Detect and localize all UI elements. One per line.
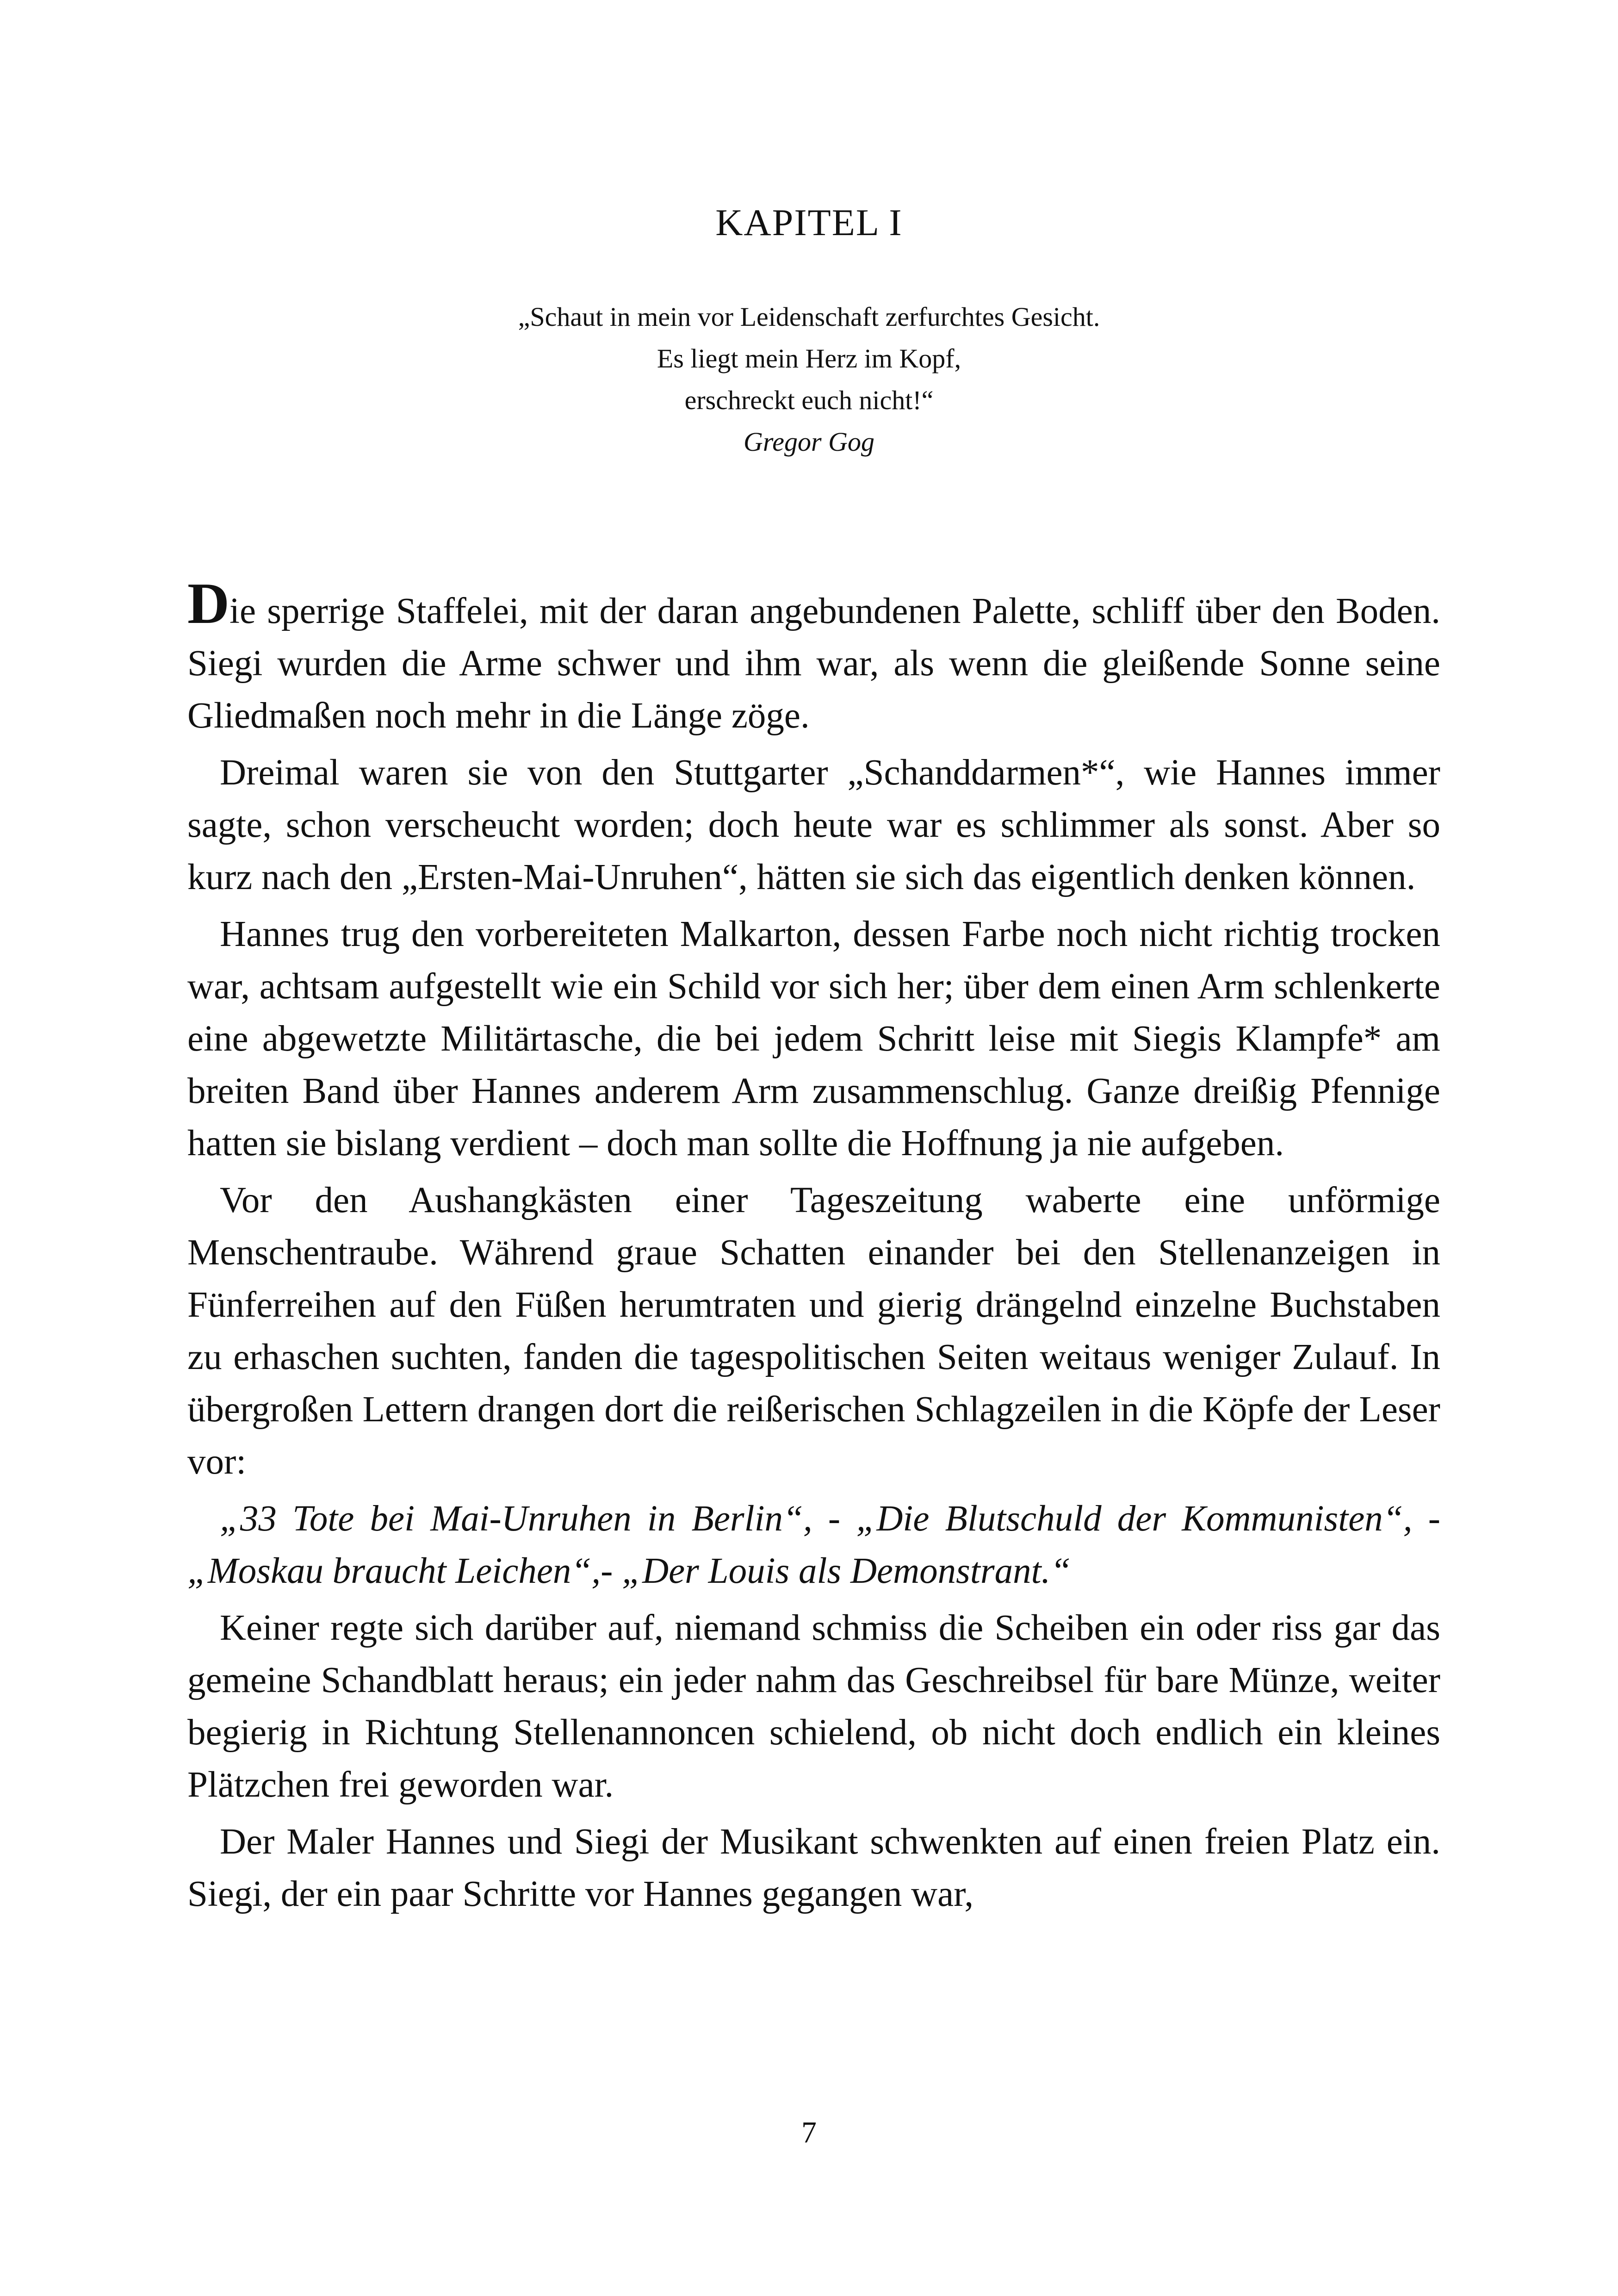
chapter-title: KAPITEL I <box>715 201 903 243</box>
paragraph <box>187 572 1440 742</box>
headline-quote: „33 Tote bei Mai-Unruhen in Berlin“, - „Die Blutschuld der Kommunisten“, - „Moskau braucht Leichen“,- „Der Louis als Demonstrant.“ <box>187 1499 1440 1591</box>
paragraph: Dreimal waren sie von den Stuttgarter „Schanddarmen*“, wie Hannes immer sagte, schon verscheucht worden; doch heute war es schlimmer als sonst. Aber so kurz nach den „Ersten-Mai-Unruhen“, hätten sie sich das eigentlich denken können. <box>187 753 1440 897</box>
epigraph-line: erschreckt euch nicht!“ <box>684 385 934 415</box>
paragraph: Keiner regte sich darüber auf, niemand schmiss die Scheiben ein oder riss gar das gemeine Schandblatt heraus; ein jeder nahm das Geschreibsel für bare Münze, weiter begierig in Richtung Stellenannoncen schielend, ob nicht doch endlich ein kleines Plätzchen frei geworden war. <box>187 1608 1440 1805</box>
epigraph <box>0 296 1618 463</box>
paragraph: Der Maler Hannes und Siegi der Musikant schwenkten auf einen freien Platz ein. Siegi, der ein paar Schritte vor Hannes gegangen war, <box>187 1822 1440 1914</box>
chapter-body <box>187 572 1440 1925</box>
paragraph: Vor den Aushangkästen einer Tageszeitung waberte eine unförmige Menschentraube. Während graue Schatten einander bei den Stellenanzeigen in Fünferreihen auf den Füßen herumtraten und gierig drängelnd einzelne Buchstaben zu erhaschen suchten, fanden die tagespolitischen Seiten weitaus weniger Zulauf. In übergroßen Lettern drangen dort die reißerischen Schlagzeilen in die Köpfe der Leser vor: <box>187 1180 1440 1482</box>
paragraph-text: ie sperrige Staffelei, mit der daran angebundenen Palette, schliff über den Boden. Siegi wurden die Arme schwer und ihm war, als wenn die gleißende Sonne seine Gliedmaßen noch mehr in die Länge zöge. <box>187 591 1440 736</box>
epigraph-line: Es liegt mein Herz im Kopf, <box>657 343 961 373</box>
paragraph: Hannes trug den vorbereiteten Malkarton, dessen Farbe noch nicht richtig trocken war, achtsam aufgestellt wie ein Schild vor sich her; über dem einen Arm schlenkerte eine abgewetzte Militärtasche, die bei jedem Schritt leise mit Siegis Klampfe* am breiten Band über Hannes anderem Arm zusammenschlug. Ganze dreißig Pfennige hatten sie bislang verdient – doch man sollte die Hoffnung ja nie aufgeben. <box>187 914 1440 1164</box>
page-number: 7 <box>801 2116 817 2149</box>
drop-cap: D <box>187 572 229 636</box>
epigraph-author: Gregor Gog <box>743 427 874 457</box>
epigraph-line: „Schaut in mein vor Leidenschaft zerfurchtes Gesicht. <box>518 302 1100 332</box>
